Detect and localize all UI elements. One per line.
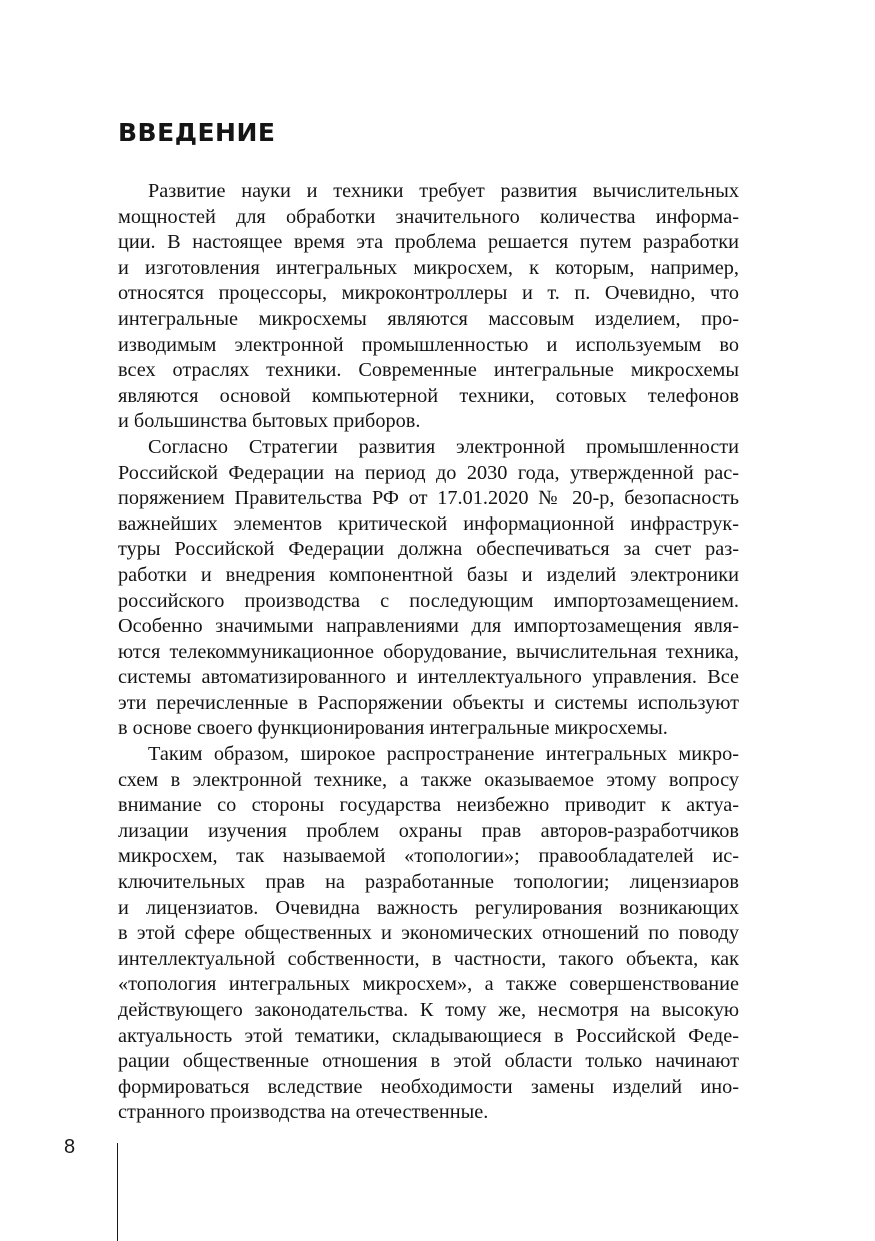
text-line: действующего законодательства. К тому же, несмотря на высокую bbox=[118, 999, 739, 1021]
text-line: в этой сфере общественных и экономических отношений по поводу bbox=[118, 922, 739, 945]
text-line: интеллектуальной собственности, в частности, такого объекта, как bbox=[118, 947, 739, 970]
text-line: поряжением Правительства РФ от 17.01.2020 № 20-р, безопасность bbox=[118, 487, 739, 510]
text-line: странного производства на отечественные. bbox=[118, 1101, 489, 1124]
text-line: ются телекоммуникационное оборудование, вычислительная техника, bbox=[118, 640, 739, 663]
text-line: актуальность этой тематики, складывающиеся в Российской Феде- bbox=[118, 1024, 739, 1047]
text-line: интегральные микросхемы являются массовым изделием, про- bbox=[118, 307, 739, 330]
text-line: схем в электронной технике, а также оказываемое этому вопросу bbox=[118, 768, 739, 791]
text-line: работки и внедрения компонентной базы и изделий электроники bbox=[118, 563, 739, 586]
text-line: Согласно Стратегии развития электронной промышленности bbox=[148, 435, 739, 458]
paragraph bbox=[118, 435, 739, 742]
text-line: рации общественные отношения в этой области только начинают bbox=[118, 1050, 739, 1073]
text-line: Таким образом, широкое распространение интегральных микро- bbox=[148, 743, 739, 766]
text-line: являются основой компьютерной техники, сотовых телефонов bbox=[118, 384, 739, 407]
text-line: Развитие науки и техники требует развития вычислительных bbox=[148, 180, 739, 202]
page-number: 8 bbox=[64, 1136, 76, 1158]
page-title: ВВЕДЕНИЕ bbox=[118, 118, 276, 147]
text-line: Российской Федерации на период до 2030 года, утвержденной рас- bbox=[118, 461, 739, 484]
text-line: микросхем, так называемой «топологии»; правообладателей ис- bbox=[118, 845, 739, 868]
text-line: мощностей для обработки значительного количества информа- bbox=[118, 205, 739, 228]
paragraph bbox=[118, 742, 739, 1126]
text-line: важнейших элементов критической информационной инфраструк- bbox=[118, 512, 739, 535]
text-line: туры Российской Федерации должна обеспечиваться за счет раз- bbox=[118, 538, 739, 561]
text-line: и изготовления интегральных микросхем, к которым, например, bbox=[118, 256, 739, 279]
text-line: эти перечисленные в Распоряжении объекты и системы используют bbox=[118, 691, 739, 714]
margin-rule bbox=[117, 1143, 118, 1241]
text-line: и лицензиатов. Очевидна важность регулирования возникающих bbox=[118, 896, 739, 919]
text-line: лизации изучения проблем охраны прав авторов-разработчиков bbox=[118, 819, 739, 842]
text-line: Особенно значимыми направлениями для импортозамещения явля- bbox=[118, 615, 739, 638]
text-line: ции. В настоящее время эта проблема решается путем разработки bbox=[118, 231, 739, 254]
text-line: в основе своего функционирования интегральные микросхемы. bbox=[118, 717, 668, 740]
text-line: и большинства бытовых приборов. bbox=[118, 410, 421, 433]
body-text bbox=[118, 179, 739, 1126]
text-line: всех отраслях техники. Современные интегральные микросхемы bbox=[118, 359, 739, 382]
text-line: «топология интегральных микросхем», а также совершенствование bbox=[118, 973, 739, 996]
text-line: российского производства с последующим импортозамещением. bbox=[118, 589, 739, 612]
text-line: внимание со стороны государства неизбежно приводит к актуа- bbox=[118, 794, 739, 817]
text-line: формироваться вследствие необходимости замены изделий ино- bbox=[118, 1075, 739, 1098]
text-line: изводимым электронной промышленностью и используемым во bbox=[118, 333, 739, 356]
paragraph bbox=[118, 179, 739, 435]
text-line: относятся процессоры, микроконтроллеры и т. п. Очевидно, что bbox=[118, 282, 739, 305]
text-line: ключительных прав на разработанные топологии; лицензиаров bbox=[118, 871, 739, 894]
text-line: системы автоматизированного и интеллектуального управления. Все bbox=[118, 666, 739, 689]
